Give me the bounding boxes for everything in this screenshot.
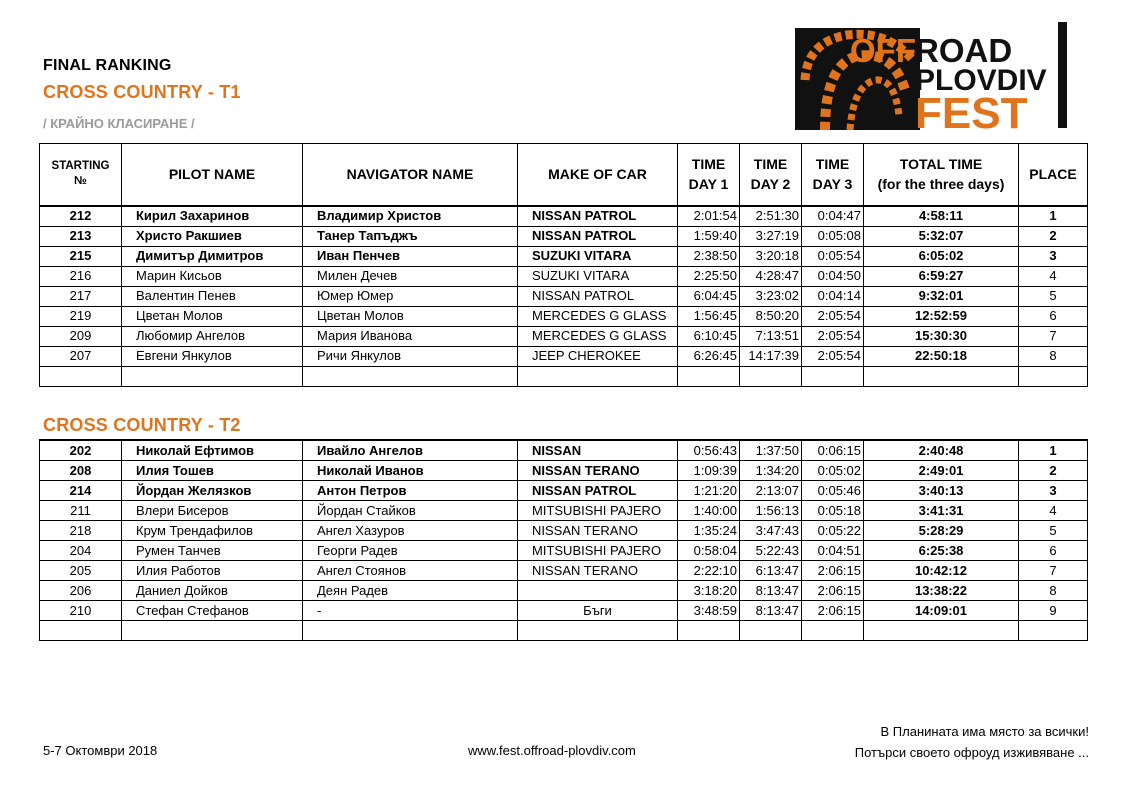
- table-row: [40, 286, 1088, 306]
- logo-graphic: [795, 20, 1075, 130]
- cell-place: 1: [1019, 440, 1088, 461]
- cell-start-no: 211: [40, 501, 122, 521]
- cell-time-day3: 2:05:54: [802, 326, 864, 346]
- cell-place: 7: [1019, 561, 1088, 581]
- empty-cell: [122, 366, 303, 386]
- footer-url[interactable]: www.fest.offroad-plovdiv.com: [468, 743, 636, 758]
- cell-car: NISSAN: [518, 440, 678, 461]
- cell-start-no: 218: [40, 521, 122, 541]
- cell-total-time: 3:41:31: [864, 501, 1019, 521]
- cell-time-day2: 2:51:30: [740, 206, 802, 227]
- cell-time-day3: 0:05:08: [802, 226, 864, 246]
- empty-cell: [740, 366, 802, 386]
- cell-car: MERCEDES G GLASS: [518, 326, 678, 346]
- cell-car: NISSAN PATROL: [518, 286, 678, 306]
- logo-fest: FEST: [915, 89, 1028, 130]
- cell-car: SUZUKI VITARA: [518, 266, 678, 286]
- header-make: MAKE OF CAR: [518, 144, 678, 206]
- cell-time-day2: 1:34:20: [740, 461, 802, 481]
- empty-cell: [864, 621, 1019, 641]
- cell-start-no: 205: [40, 561, 122, 581]
- cell-time-day3: 0:04:47: [802, 206, 864, 227]
- table-header-row: [40, 144, 1088, 206]
- cell-time-day2: 3:23:02: [740, 286, 802, 306]
- t1-title: CROSS COUNTRY - T1: [43, 82, 241, 102]
- cell-car: Бъги: [518, 601, 678, 621]
- empty-cell: [518, 366, 678, 386]
- cell-car: JEEP CHEROKEE: [518, 346, 678, 366]
- cell-total-time: 2:49:01: [864, 461, 1019, 481]
- cell-time-day3: 2:06:15: [802, 581, 864, 601]
- cell-place: 3: [1019, 246, 1088, 266]
- cell-start-no: 210: [40, 601, 122, 621]
- table-row: [40, 541, 1088, 561]
- cell-pilot: Йордан Желязков: [122, 481, 303, 501]
- cell-time-day2: 1:56:13: [740, 501, 802, 521]
- cell-time-day3: 0:06:15: [802, 440, 864, 461]
- offroad-plovdiv-fest-logo: [795, 20, 1075, 130]
- cell-time-day1: 3:48:59: [678, 601, 740, 621]
- cell-place: 6: [1019, 541, 1088, 561]
- cell-pilot: Христо Ракшиев: [122, 226, 303, 246]
- cell-navigator: Георги Радев: [303, 541, 518, 561]
- cell-time-day2: 3:20:18: [740, 246, 802, 266]
- cell-place: 4: [1019, 266, 1088, 286]
- cell-pilot: Цветан Молов: [122, 306, 303, 326]
- cell-place: 2: [1019, 226, 1088, 246]
- cell-start-no: 209: [40, 326, 122, 346]
- table-row: [40, 561, 1088, 581]
- cell-time-day2: 8:13:47: [740, 601, 802, 621]
- empty-cell: [303, 621, 518, 641]
- header-navigator: NAVIGATOR NAME: [303, 144, 518, 206]
- table-row: [40, 440, 1088, 461]
- cell-navigator: Николай Иванов: [303, 461, 518, 481]
- cell-navigator: Ангел Хазуров: [303, 521, 518, 541]
- table-row: [40, 226, 1088, 246]
- header-pilot: PILOT NAME: [122, 144, 303, 206]
- cell-time-day1: 0:58:04: [678, 541, 740, 561]
- cell-car: SUZUKI VITARA: [518, 246, 678, 266]
- cell-start-no: 208: [40, 461, 122, 481]
- cell-time-day1: 1:40:00: [678, 501, 740, 521]
- cell-place: 8: [1019, 581, 1088, 601]
- table-row: [40, 461, 1088, 481]
- empty-row: [40, 366, 1088, 386]
- cell-navigator: Деян Радев: [303, 581, 518, 601]
- cell-time-day2: 7:13:51: [740, 326, 802, 346]
- cell-time-day3: 2:05:54: [802, 306, 864, 326]
- cell-car: NISSAN TERANO: [518, 561, 678, 581]
- empty-cell: [802, 621, 864, 641]
- cell-start-no: 213: [40, 226, 122, 246]
- footer-slogan-2: Потърси своето офроуд изживяване ...: [854, 745, 1089, 760]
- empty-cell: [678, 621, 740, 641]
- cell-time-day2: 5:22:43: [740, 541, 802, 561]
- cell-total-time: 4:58:11: [864, 206, 1019, 227]
- cell-car: MERCEDES G GLASS: [518, 306, 678, 326]
- cell-place: 4: [1019, 501, 1088, 521]
- cell-car: [518, 581, 678, 601]
- cell-total-time: 22:50:18: [864, 346, 1019, 366]
- empty-row: [40, 621, 1088, 641]
- cell-total-time: 15:30:30: [864, 326, 1019, 346]
- cell-car: MITSUBISHI PAJERO: [518, 541, 678, 561]
- cell-total-time: 13:38:22: [864, 581, 1019, 601]
- table-row: [40, 246, 1088, 266]
- subtitle: / КРАЙНО КЛАСИРАНЕ /: [43, 116, 195, 131]
- logo-off: OFF: [850, 32, 916, 69]
- cell-time-day3: 0:04:14: [802, 286, 864, 306]
- cell-navigator: Йордан Стайков: [303, 501, 518, 521]
- cell-time-day1: 1:35:24: [678, 521, 740, 541]
- cell-time-day1: 6:04:45: [678, 286, 740, 306]
- empty-cell: [518, 621, 678, 641]
- cell-time-day3: 2:06:15: [802, 561, 864, 581]
- table-row: [40, 206, 1088, 227]
- cell-start-no: 214: [40, 481, 122, 501]
- cell-time-day3: 0:05:46: [802, 481, 864, 501]
- cell-total-time: 5:28:29: [864, 521, 1019, 541]
- cell-navigator: Цветан Молов: [303, 306, 518, 326]
- cell-time-day3: 0:05:22: [802, 521, 864, 541]
- cell-time-day2: 8:50:20: [740, 306, 802, 326]
- cell-time-day2: 3:47:43: [740, 521, 802, 541]
- cell-time-day2: 8:13:47: [740, 581, 802, 601]
- table-row: [40, 266, 1088, 286]
- cell-pilot: Даниел Дойков: [122, 581, 303, 601]
- header-place: PLACE: [1019, 144, 1088, 206]
- cell-pilot: Николай Ефтимов: [122, 440, 303, 461]
- cell-pilot: Димитър Димитров: [122, 246, 303, 266]
- cell-time-day1: 1:56:45: [678, 306, 740, 326]
- cell-start-no: 204: [40, 541, 122, 561]
- logo-road: ROAD: [915, 32, 1013, 69]
- table-row: [40, 501, 1088, 521]
- cell-pilot: Илия Тошев: [122, 461, 303, 481]
- cell-car: NISSAN TERANO: [518, 521, 678, 541]
- empty-cell: [40, 621, 122, 641]
- empty-cell: [864, 366, 1019, 386]
- footer-slogan-1: В Планината има място за всички!: [880, 724, 1089, 739]
- cell-total-time: 3:40:13: [864, 481, 1019, 501]
- cell-time-day1: 1:21:20: [678, 481, 740, 501]
- cell-place: 8: [1019, 346, 1088, 366]
- cell-time-day1: 2:22:10: [678, 561, 740, 581]
- empty-cell: [1019, 366, 1088, 386]
- cell-car: NISSAN PATROL: [518, 481, 678, 501]
- header-day2: TIME DAY 2: [740, 144, 802, 206]
- cell-time-day1: 2:25:50: [678, 266, 740, 286]
- cell-time-day2: 1:37:50: [740, 440, 802, 461]
- table-row: [40, 326, 1088, 346]
- cell-time-day2: 6:13:47: [740, 561, 802, 581]
- cell-time-day1: 6:26:45: [678, 346, 740, 366]
- header-starting-no: STARTING №: [40, 144, 122, 206]
- cell-total-time: 9:32:01: [864, 286, 1019, 306]
- cell-navigator: Милен Дечев: [303, 266, 518, 286]
- cell-car: MITSUBISHI PAJERO: [518, 501, 678, 521]
- cell-total-time: 2:40:48: [864, 440, 1019, 461]
- cell-time-day3: 0:04:50: [802, 266, 864, 286]
- cell-pilot: Крум Трендафилов: [122, 521, 303, 541]
- cell-pilot: Влери Бисеров: [122, 501, 303, 521]
- cell-place: 5: [1019, 521, 1088, 541]
- cell-pilot: Кирил Захаринов: [122, 206, 303, 227]
- table-row: [40, 306, 1088, 326]
- cell-car: NISSAN PATROL: [518, 226, 678, 246]
- empty-cell: [122, 621, 303, 641]
- cell-navigator: Ангел Стоянов: [303, 561, 518, 581]
- cell-navigator: Владимир Христов: [303, 206, 518, 227]
- cell-navigator: Юмер Юмер: [303, 286, 518, 306]
- cell-navigator: Танер Тапъджъ: [303, 226, 518, 246]
- empty-cell: [303, 366, 518, 386]
- empty-cell: [40, 366, 122, 386]
- cell-time-day1: 2:01:54: [678, 206, 740, 227]
- table-row: [40, 481, 1088, 501]
- cell-time-day3: 0:04:51: [802, 541, 864, 561]
- empty-cell: [740, 621, 802, 641]
- cell-pilot: Любомир Ангелов: [122, 326, 303, 346]
- cell-time-day2: 4:28:47: [740, 266, 802, 286]
- cell-start-no: 219: [40, 306, 122, 326]
- cell-start-no: 202: [40, 440, 122, 461]
- cell-time-day1: 1:09:39: [678, 461, 740, 481]
- cell-place: 7: [1019, 326, 1088, 346]
- cell-place: 2: [1019, 461, 1088, 481]
- cell-start-no: 212: [40, 206, 122, 227]
- cell-navigator: Иван Пенчев: [303, 246, 518, 266]
- cell-time-day1: 6:10:45: [678, 326, 740, 346]
- empty-cell: [1019, 621, 1088, 641]
- table-row: [40, 581, 1088, 601]
- cell-pilot: Румен Танчев: [122, 541, 303, 561]
- cell-total-time: 12:52:59: [864, 306, 1019, 326]
- table-row: [40, 601, 1088, 621]
- cell-total-time: 10:42:12: [864, 561, 1019, 581]
- cell-navigator: Ричи Янкулов: [303, 346, 518, 366]
- cell-time-day1: 0:56:43: [678, 440, 740, 461]
- cell-time-day1: 1:59:40: [678, 226, 740, 246]
- cell-place: 5: [1019, 286, 1088, 306]
- footer-date: 5-7 Октомври 2018: [43, 743, 158, 758]
- cell-start-no: 215: [40, 246, 122, 266]
- cell-start-no: 206: [40, 581, 122, 601]
- cell-start-no: 216: [40, 266, 122, 286]
- cell-navigator: Антон Петров: [303, 481, 518, 501]
- cell-pilot: Марин Кисьов: [122, 266, 303, 286]
- cell-time-day2: 2:13:07: [740, 481, 802, 501]
- cell-total-time: 6:05:02: [864, 246, 1019, 266]
- empty-cell: [802, 366, 864, 386]
- cell-time-day3: 2:05:54: [802, 346, 864, 366]
- cell-pilot: Валентин Пенев: [122, 286, 303, 306]
- cell-place: 6: [1019, 306, 1088, 326]
- t1-ranking-table: [39, 143, 1088, 387]
- cell-time-day2: 3:27:19: [740, 226, 802, 246]
- table-row: [40, 346, 1088, 366]
- cell-time-day2: 14:17:39: [740, 346, 802, 366]
- cell-time-day1: 3:18:20: [678, 581, 740, 601]
- t2-title: CROSS COUNTRY - T2: [43, 415, 241, 435]
- cell-total-time: 14:09:01: [864, 601, 1019, 621]
- cell-place: 1: [1019, 206, 1088, 227]
- final-ranking-label: FINAL RANKING: [43, 57, 172, 74]
- cell-place: 3: [1019, 481, 1088, 501]
- cell-car: NISSAN TERANO: [518, 461, 678, 481]
- cell-navigator: Ивайло Ангелов: [303, 440, 518, 461]
- cell-pilot: Стефан Стефанов: [122, 601, 303, 621]
- cell-start-no: 217: [40, 286, 122, 306]
- cell-time-day3: 0:05:54: [802, 246, 864, 266]
- cell-time-day3: 0:05:02: [802, 461, 864, 481]
- cell-time-day3: 2:06:15: [802, 601, 864, 621]
- cell-total-time: 6:59:27: [864, 266, 1019, 286]
- logo-plovdiv: PLOVDIV: [915, 64, 1047, 97]
- cell-time-day3: 0:05:18: [802, 501, 864, 521]
- cell-pilot: Евгени Янкулов: [122, 346, 303, 366]
- cell-place: 9: [1019, 601, 1088, 621]
- cell-navigator: Мария Иванова: [303, 326, 518, 346]
- t2-ranking-table: [39, 439, 1088, 641]
- cell-start-no: 207: [40, 346, 122, 366]
- header-day1: TIME DAY 1: [678, 144, 740, 206]
- cell-total-time: 5:32:07: [864, 226, 1019, 246]
- header-day3: TIME DAY 3: [802, 144, 864, 206]
- cell-navigator: -: [303, 601, 518, 621]
- table-row: [40, 521, 1088, 541]
- cell-car: NISSAN PATROL: [518, 206, 678, 227]
- empty-cell: [678, 366, 740, 386]
- cell-total-time: 6:25:38: [864, 541, 1019, 561]
- cell-time-day1: 2:38:50: [678, 246, 740, 266]
- header-total: TOTAL TIME (for the three days): [864, 144, 1019, 206]
- cell-pilot: Илия Работов: [122, 561, 303, 581]
